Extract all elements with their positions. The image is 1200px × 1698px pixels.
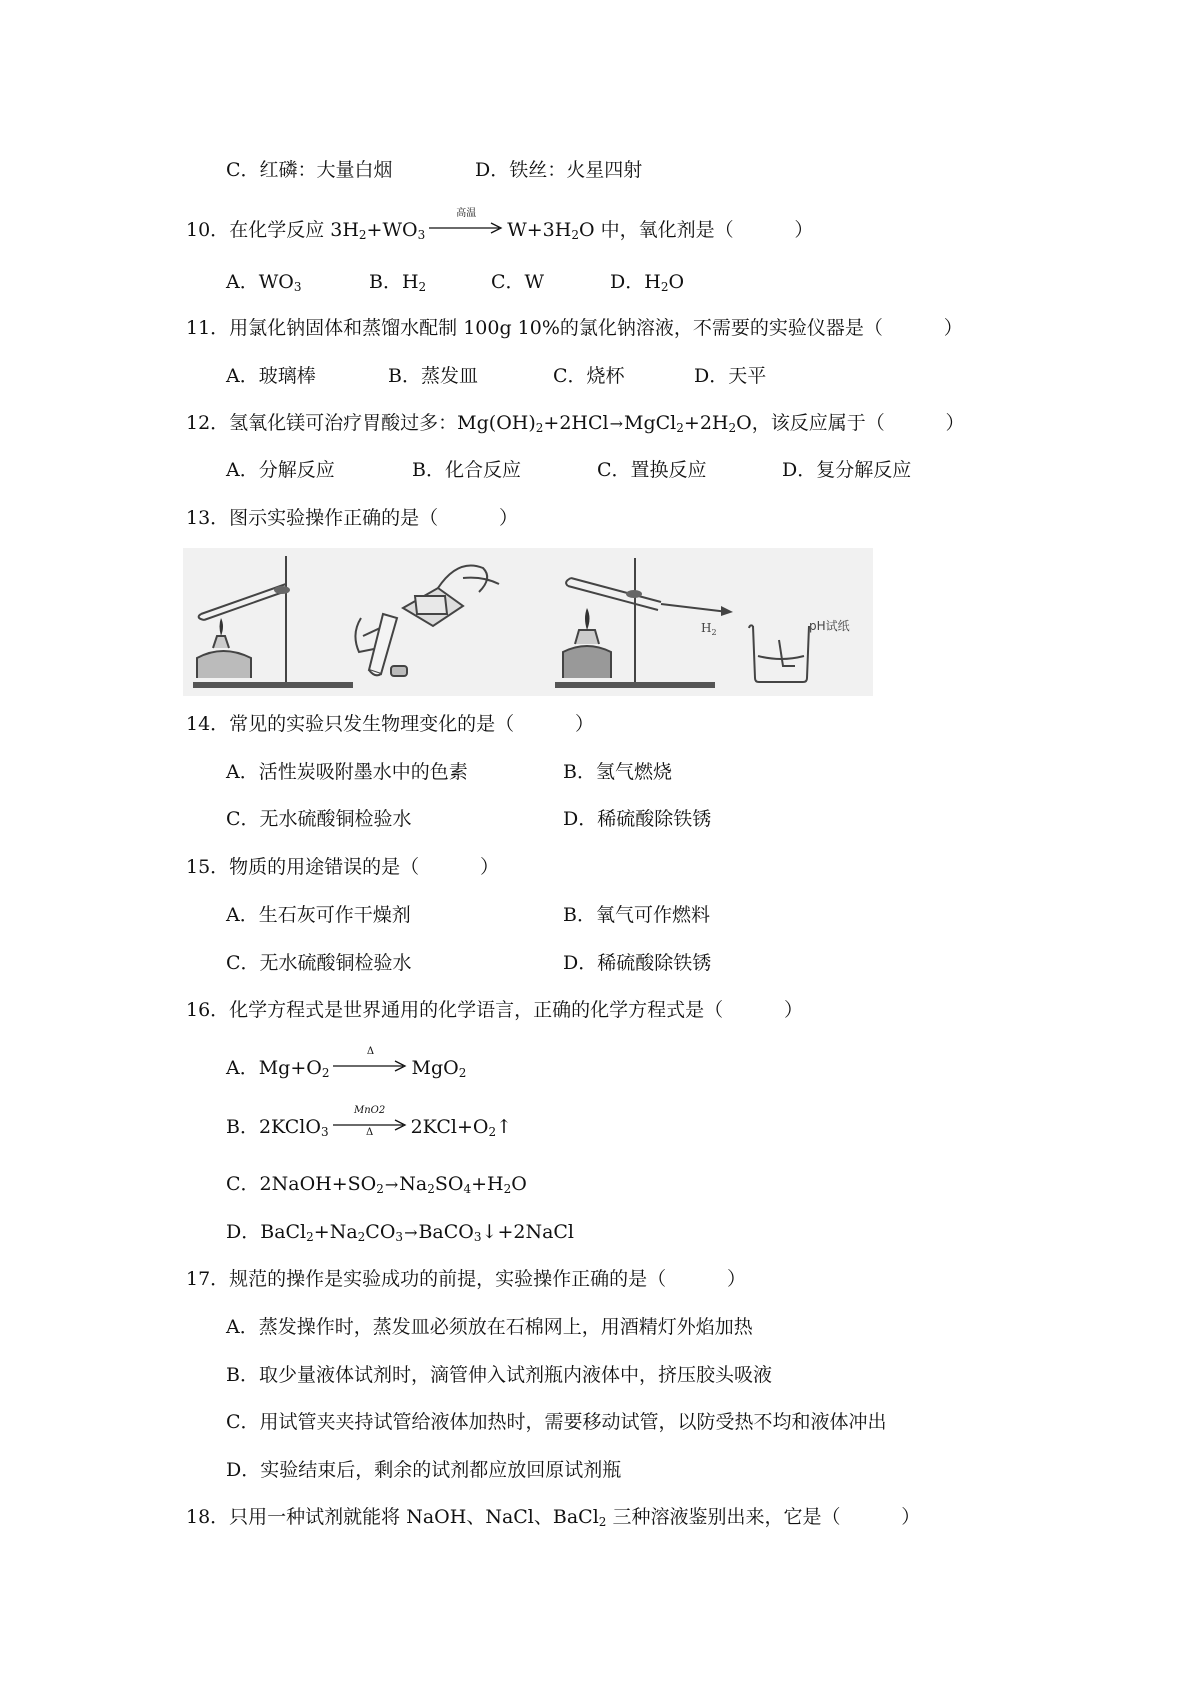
q17-option-c: C．用试管夹夹持试管给液体加热时，需要移动试管，以防受热不均和液体冲出 xyxy=(226,1411,887,1433)
equation-text: W+3H xyxy=(507,219,572,241)
close-paren: ） xyxy=(901,1506,921,1528)
equation-text: MgO xyxy=(411,1057,459,1079)
equation-text: O xyxy=(511,1173,527,1195)
subscript: 3 xyxy=(395,1230,404,1244)
subscript: 2 xyxy=(321,1066,330,1080)
equation-text: 在化学反应 3H xyxy=(229,219,359,241)
question-17-stem xyxy=(186,1265,746,1293)
subscript: 2 xyxy=(598,1515,607,1529)
ph-paper-label: pH试纸 xyxy=(809,619,850,633)
reaction-arrow: → xyxy=(609,414,624,433)
subscript: 2 xyxy=(488,1125,497,1139)
equation-text: O，该反应属于（ xyxy=(736,412,885,434)
q12-option-c: C．置换反应 xyxy=(597,459,707,481)
question-18-stem xyxy=(186,1503,920,1531)
q14-option-a: A．活性炭吸附墨水中的色素 xyxy=(226,761,468,783)
option-text: B．H xyxy=(369,271,419,293)
reaction-condition: Δ xyxy=(366,1046,375,1057)
subscript: 3 xyxy=(417,228,426,242)
subscript: 4 xyxy=(463,1182,472,1196)
reaction-arrow: → xyxy=(404,1223,418,1242)
question-text: 17．规范的操作是实验成功的前提，实验操作正确的是（ xyxy=(186,1268,667,1290)
question-15-stem xyxy=(186,853,499,881)
h2-label: $H_2$ xyxy=(701,621,717,637)
q14-option-c: C．无水硫酸铜检验水 xyxy=(226,808,412,830)
close-paren: ） xyxy=(783,999,803,1021)
subscript: 2 xyxy=(376,1182,384,1196)
equation-text: CO xyxy=(365,1221,396,1243)
close-paren: ） xyxy=(498,507,518,529)
q12-option-a: A．分解反应 xyxy=(226,459,335,481)
q9-option-d: D．铁丝：火星四射 xyxy=(475,159,643,181)
q10-option-a xyxy=(226,268,301,296)
q16-option-a xyxy=(226,1046,467,1082)
reaction-condition: MnO2 xyxy=(353,1105,386,1116)
subscript: 2 xyxy=(535,421,544,435)
heating-test-tube-panel xyxy=(193,556,353,688)
q10-option-c: C．W xyxy=(491,271,545,293)
q14-option-b: B．氢气燃烧 xyxy=(563,761,672,783)
question-12-stem xyxy=(186,409,965,438)
subscript: 2 xyxy=(458,1066,467,1080)
question-text: 三种溶液鉴别出来，它是（ xyxy=(606,1506,841,1528)
question-10-stem xyxy=(186,208,814,244)
experiment-operations-figure xyxy=(183,548,873,696)
question-11-stem xyxy=(186,314,963,342)
reaction-arrow xyxy=(331,1105,409,1138)
q15-option-a: A．生石灰可作干燥剂 xyxy=(226,904,411,926)
subscript: 2 xyxy=(427,1182,435,1196)
q16-option-d xyxy=(226,1218,574,1247)
q15-option-d: D．稀硫酸除铁锈 xyxy=(563,952,712,974)
option-text: D．BaCl xyxy=(226,1221,307,1243)
equation-text: O 中，氧化剂是（ xyxy=(578,219,734,241)
option-text: A．WO xyxy=(226,271,294,293)
q12-option-d: D．复分解反应 xyxy=(782,459,912,481)
q16-option-c xyxy=(226,1170,527,1199)
option-text: C．2NaOH+SO xyxy=(226,1173,377,1195)
gas-arrow: ↑ xyxy=(496,1116,513,1138)
reaction-condition: Δ xyxy=(365,1127,374,1138)
question-14-stem xyxy=(186,710,594,738)
equation-text: +2NaCl xyxy=(497,1221,575,1243)
reaction-arrow xyxy=(427,208,505,238)
q10-option-d xyxy=(610,268,684,296)
subscript: 2 xyxy=(358,228,367,242)
question-text: 18．只用一种试剂就能将 NaOH、NaCl、BaCl xyxy=(186,1506,599,1528)
subscript: 2 xyxy=(676,421,684,435)
reaction-arrow: → xyxy=(384,1175,399,1194)
equation-text: +Na xyxy=(313,1221,358,1243)
option-text: O xyxy=(668,271,685,293)
equation-text: +2HCl xyxy=(543,412,609,434)
q15-option-c: C．无水硫酸铜检验水 xyxy=(226,952,412,974)
subscript: 3 xyxy=(473,1230,482,1244)
equation-text: +2H xyxy=(683,412,729,434)
subscript: 2 xyxy=(357,1230,366,1244)
subscript: 2 xyxy=(418,280,427,294)
q17-option-d: D．实验结束后，剩余的试剂都应放回原试剂瓶 xyxy=(226,1459,622,1481)
subscript: 3 xyxy=(320,1125,329,1139)
equation-text: SO xyxy=(434,1173,464,1195)
subscript: 3 xyxy=(293,280,302,294)
precipitate-arrow: ↓ xyxy=(481,1221,498,1243)
subscript: 2 xyxy=(571,228,579,242)
reaction-arrow xyxy=(331,1046,409,1076)
equation-text: +WO xyxy=(366,219,418,241)
question-text: 14．常见的实验只发生物理变化的是（ xyxy=(186,713,515,735)
close-paren: ） xyxy=(726,1268,746,1290)
q9-option-c: C．红磷：大量白烟 xyxy=(226,159,393,181)
option-text: D．H xyxy=(610,271,661,293)
question-text: 12．氢氧化镁可治疗胃酸过多：Mg(OH) xyxy=(186,412,536,434)
q11-option-b: B．蒸发皿 xyxy=(388,365,478,387)
subscript: 2 xyxy=(306,1230,314,1244)
question-16-stem xyxy=(186,996,803,1024)
pouring-liquid-panel xyxy=(355,566,499,677)
q17-option-a: A．蒸发操作时，蒸发皿必须放在石棉网上，用酒精灯外焰加热 xyxy=(226,1316,753,1338)
q16-option-b xyxy=(226,1105,513,1141)
option-text: B．2KClO xyxy=(226,1116,321,1138)
q12-option-b: B．化合反应 xyxy=(412,459,521,481)
reaction-condition: 高温 xyxy=(456,208,477,219)
q11-option-c: C．烧杯 xyxy=(553,365,625,387)
question-number: 10． xyxy=(186,219,230,241)
option-text: A．Mg+O xyxy=(226,1057,322,1079)
q11-option-d: D．天平 xyxy=(694,365,767,387)
question-text: 16．化学方程式是世界通用的化学语言，正确的化学方程式是（ xyxy=(186,999,724,1021)
close-paren: ） xyxy=(479,856,499,878)
subscript: 2 xyxy=(728,421,737,435)
equation-text: Na xyxy=(399,1173,428,1195)
q11-option-a: A．玻璃棒 xyxy=(226,365,316,387)
question-13-stem xyxy=(186,504,518,532)
question-text: 11．用氯化钠固体和蒸馏水配制 100g 10%的氯化钠溶液，不需要的实验仪器是（ xyxy=(186,317,883,339)
close-paren: ） xyxy=(794,219,814,241)
question-text: 15．物质的用途错误的是（ xyxy=(186,856,420,878)
q17-option-b: B．取少量液体试剂时，滴管伸入试剂瓶内液体中，挤压胶头吸液 xyxy=(226,1364,772,1386)
beaker-ph-paper-panel xyxy=(749,625,809,682)
close-paren: ） xyxy=(574,713,594,735)
close-paren: ） xyxy=(945,412,965,434)
q15-option-b: B．氧气可作燃料 xyxy=(563,904,710,926)
close-paren: ） xyxy=(943,317,963,339)
equation-text: BaCO xyxy=(418,1221,474,1243)
q10-option-b xyxy=(369,268,426,296)
equation-text: +H xyxy=(471,1173,504,1195)
question-text: 13．图示实验操作正确的是（ xyxy=(186,507,439,529)
subscript: 2 xyxy=(503,1182,512,1196)
subscript: 2 xyxy=(660,280,669,294)
equation-text: 2KCl+O xyxy=(410,1116,489,1138)
q14-option-d: D．稀硫酸除铁锈 xyxy=(563,808,712,830)
equation-text: MgCl xyxy=(624,412,677,434)
